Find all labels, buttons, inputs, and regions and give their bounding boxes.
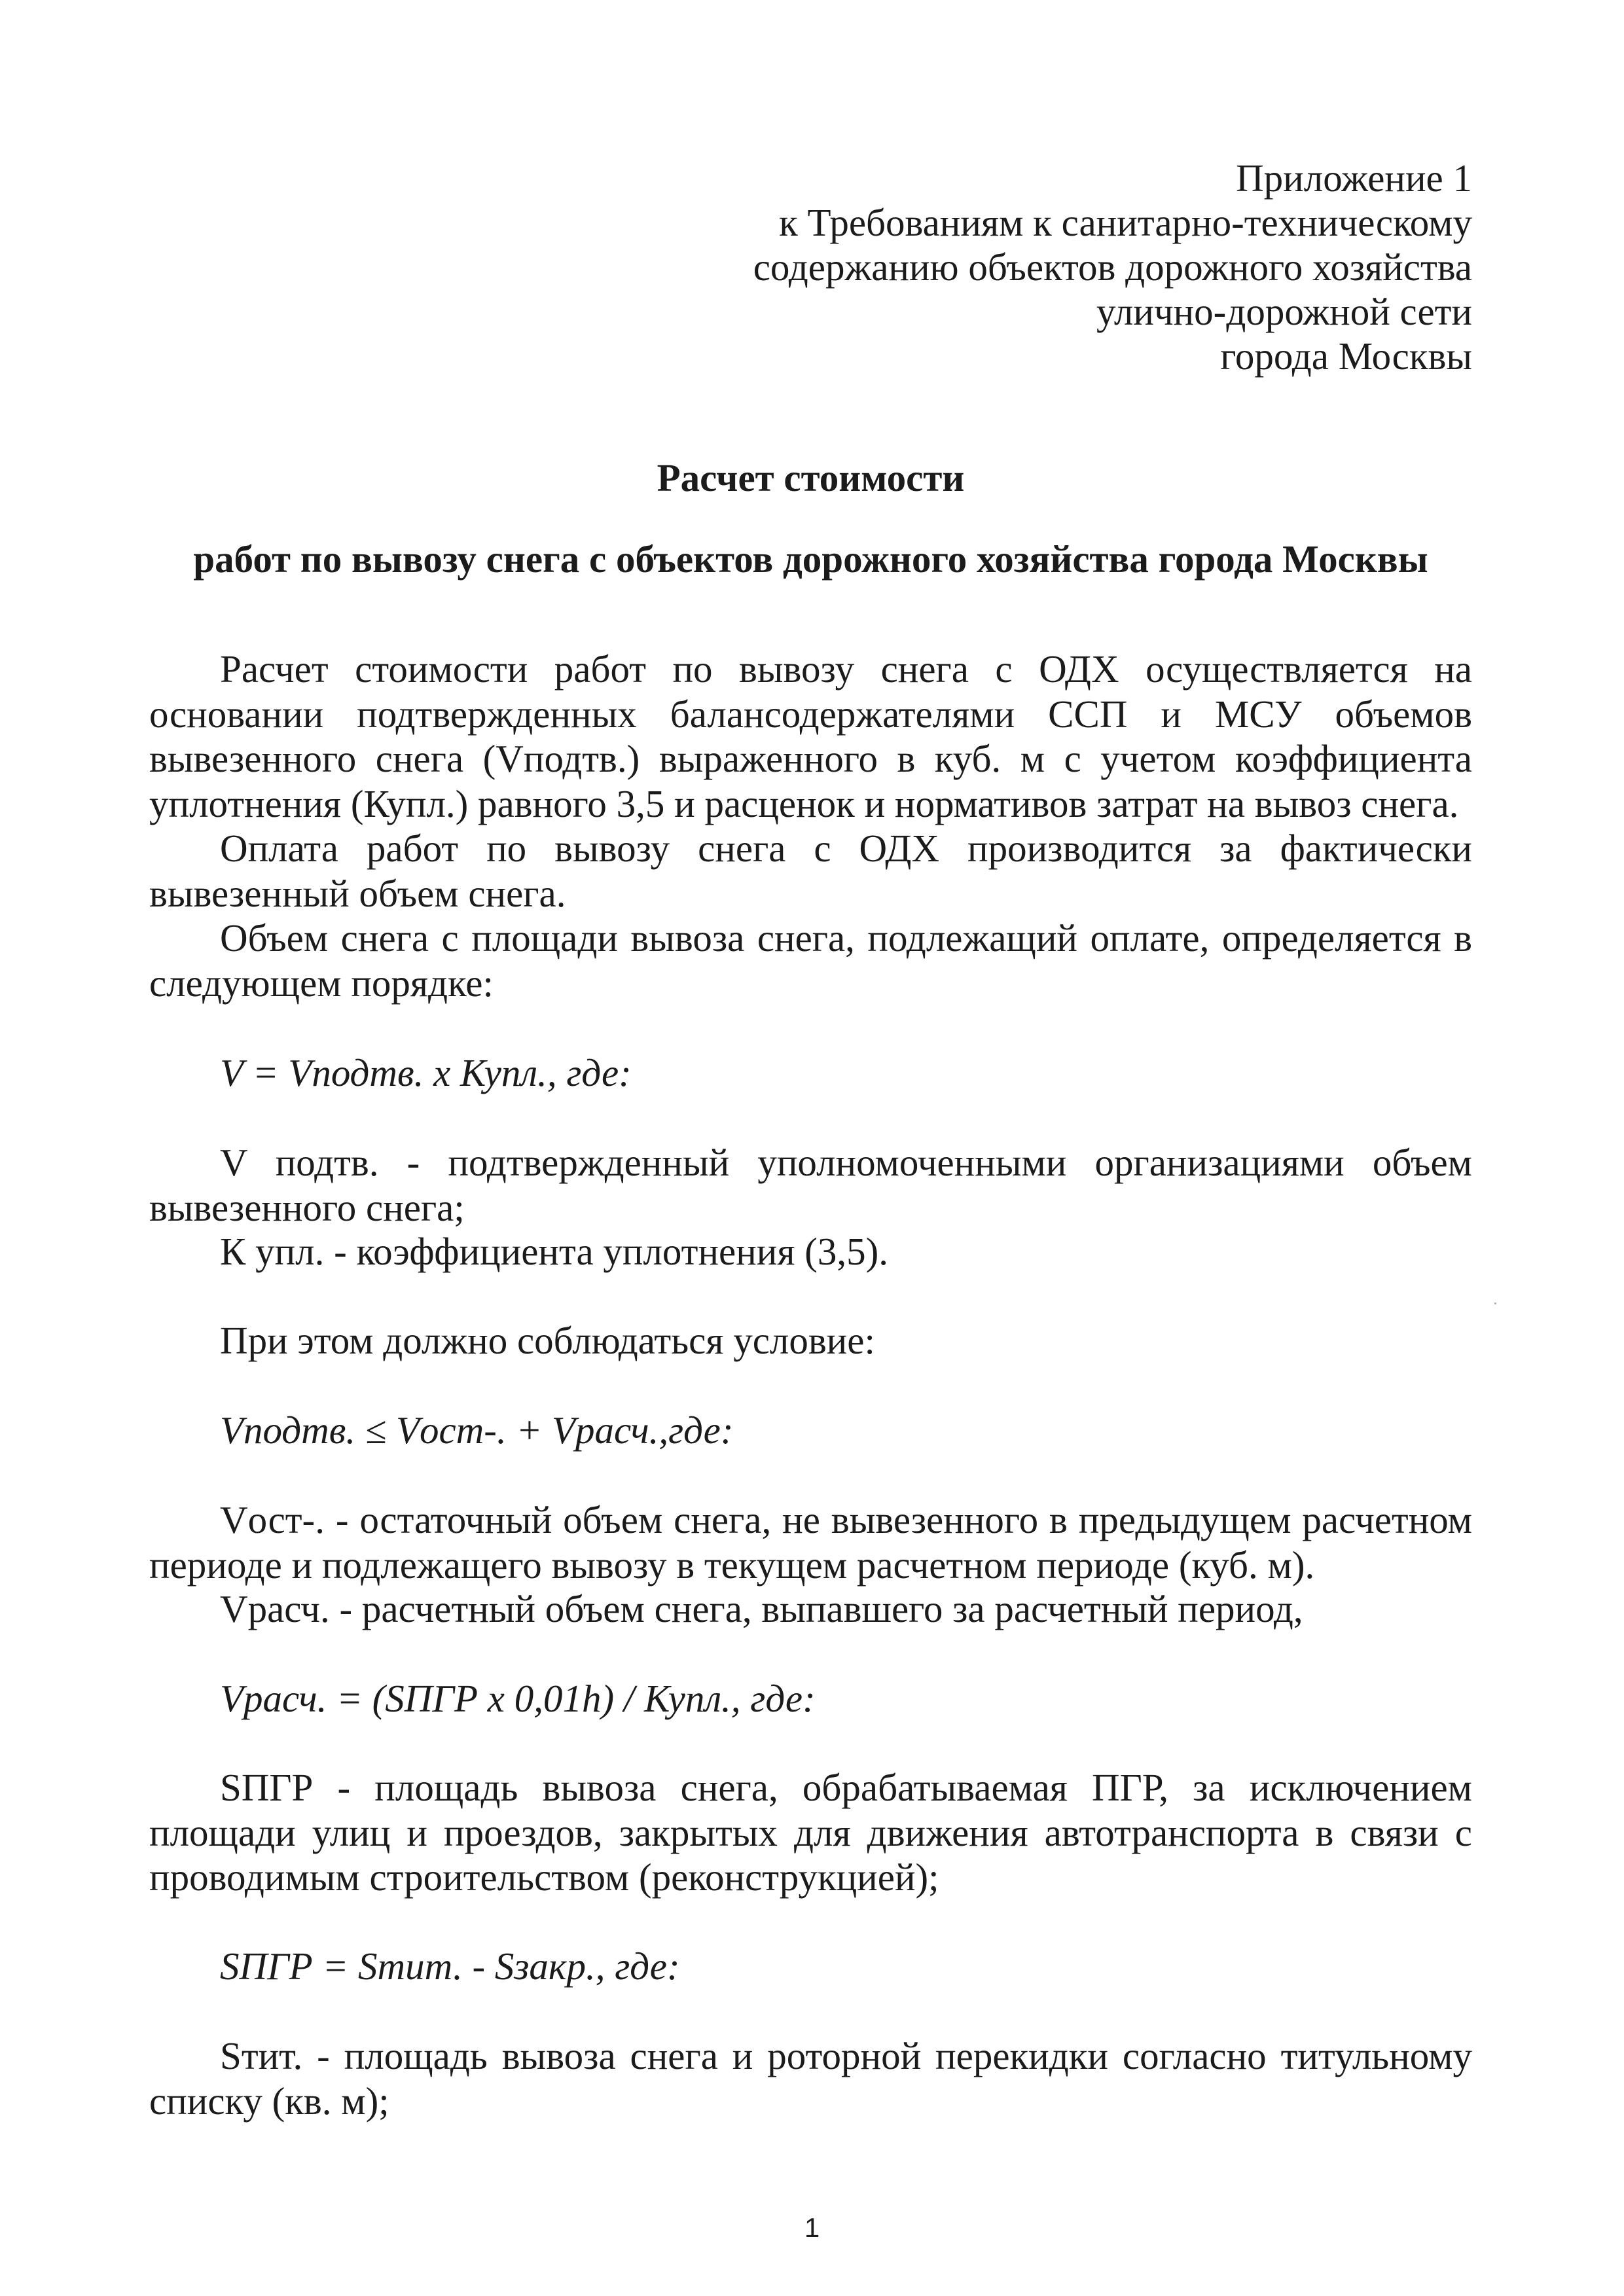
- definition-k-compaction: К упл. - коэффициента уплотнения (3,5).: [220, 1230, 889, 1273]
- annex-line: улично-дорожной сети: [1096, 290, 1472, 333]
- formula-v-calculated: Vрасч. = (SПГР x 0,01h) / Купл., где:: [220, 1677, 816, 1720]
- definition-v-residual: Vост-. - остаточный объем снега, не вывезенного в предыдущем расчетном периоде и подлежащего вывозу в текущем расчетном периоде (куб. м).: [149, 1498, 1472, 1587]
- condition-text: При этом должно соблюдаться условие:: [220, 1319, 875, 1362]
- page-number: 1: [804, 2212, 820, 2243]
- definition-v-calculated: Vрасч. - расчетный объем снега, выпавшего за расчетный период,: [220, 1587, 1303, 1630]
- document-title: Расчет стоимости: [657, 456, 965, 499]
- annex-header: [490, 156, 1472, 378]
- annex-line: Приложение 1: [1236, 156, 1472, 200]
- definition-s-title-list: Sтит. - площадь вывоза снега и роторной перекидки согласно титульному списку (кв. м);: [149, 2034, 1472, 2123]
- formula-s-pgr: SПГР = Sтит. - Sзакр., где:: [220, 1945, 680, 1988]
- paragraph-calculation-basis: Расчет стоимости работ по вывозу снега с ОДХ осуществляется на основании подтвержденных балансодержателями ССП и МСУ объемов вывезенного снега (Vподтв.) выраженного в куб. м с учетом коэффициента уплотнения (Купл.) равного 3,5 и расценок и нормативов затрат на вывоз снега.: [149, 647, 1472, 825]
- formula-condition: Vподтв. ≤ Vост-. + Vрасч.,где:: [220, 1408, 734, 1452]
- definition-v-confirmed: V подтв. - подтвержденный уполномоченными организациями объем вывезенного снега;: [149, 1141, 1472, 1229]
- document-subtitle: работ по вывозу снега с объектов дорожного хозяйства города Москвы: [193, 537, 1428, 581]
- definition-s-pgr: SПГР - площадь вывоза снега, обрабатываемая ПГР, за исключением площади улиц и проездов, закрытых для движения автотранспорта в связи с проводимым строительством (реконструкцией);: [149, 1766, 1472, 1899]
- scan-speck: [1494, 1302, 1496, 1304]
- annex-line: к Требованиям к санитарно-техническому: [779, 201, 1472, 244]
- paragraph-volume-order: Объем снега с площади вывоза снега, подлежащий оплате, определяется в следующем порядке:: [149, 916, 1472, 1005]
- annex-line: содержанию объектов дорожного хозяйства: [753, 245, 1472, 289]
- annex-line: города Москвы: [1220, 334, 1472, 378]
- formula-volume: V = Vподтв. x Купл., где:: [220, 1051, 632, 1094]
- paragraph-payment: Оплата работ по вывозу снега с ОДХ производится за фактически вывезенный объем снега.: [149, 827, 1472, 915]
